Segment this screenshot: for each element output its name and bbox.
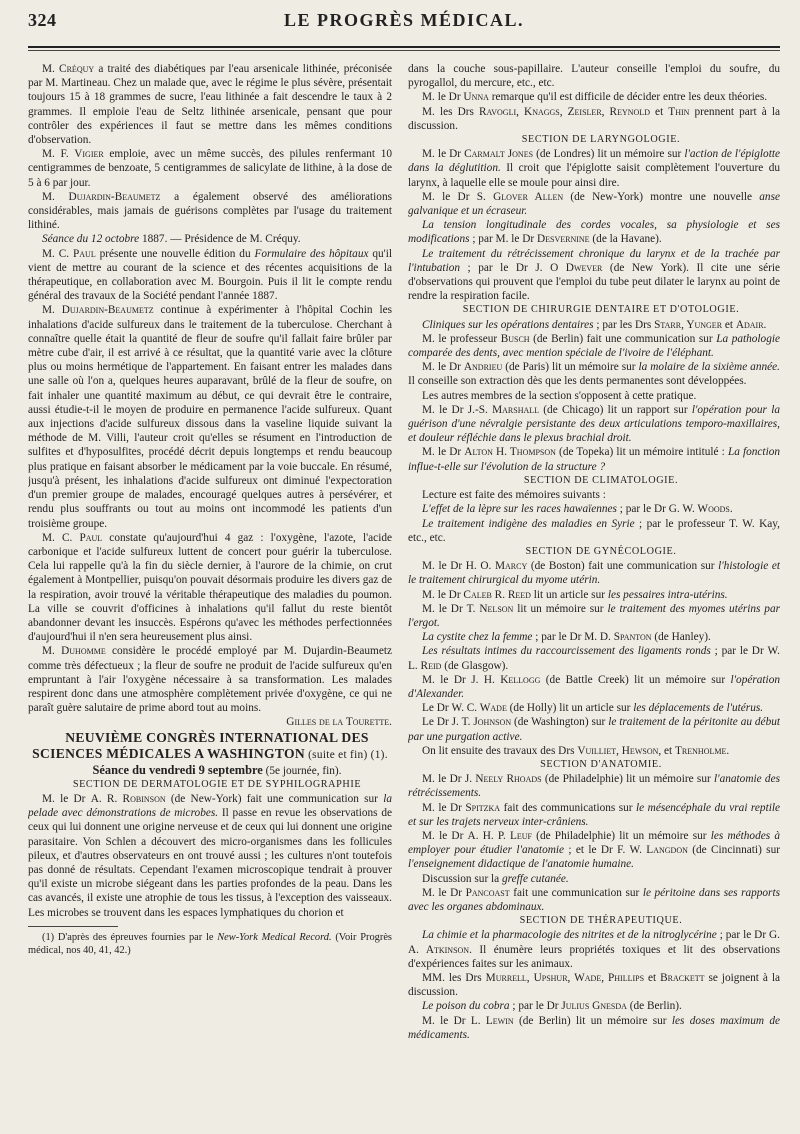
paragraph-text: (de Chicago) lit un rapport sur — [539, 403, 692, 416]
paragraph-text: M. le Dr — [422, 588, 464, 601]
work-title: l'histologie et le traitement chirurgical du myome utérin. — [408, 560, 780, 587]
paragraph — [28, 303, 392, 530]
paragraph-text: On lit ensuite des travaux des Drs — [422, 744, 578, 757]
section-heading: SECTION D'ANATOMIE. — [540, 758, 662, 770]
paragraph-text: ; par le Dr — [616, 503, 669, 516]
author-name: A. R. Robinson — [90, 792, 166, 805]
paragraph — [28, 644, 392, 715]
paragraph — [408, 630, 780, 644]
paragraph-text: a également observé des améliorations considérables, mais jamais de guérisons complètes par l'usage du traitement lithiné. — [28, 190, 392, 232]
paragraph-text: Il croit que l'épiglotte saisit complètement l'ouverture du larynx, à laquelle elle se moule pour ainsi dire. — [408, 162, 780, 189]
paragraph — [408, 90, 780, 104]
work-title: le péritoine dans ses rapports avec les organes abdominaux. — [408, 886, 780, 913]
footnote — [28, 931, 392, 957]
paragraph-text: et — [644, 972, 661, 984]
author-name: Spitzka — [465, 801, 501, 814]
paragraph-text: Le Dr — [422, 716, 452, 729]
author-name: G. A. Atkinson. — [408, 929, 780, 956]
paragraph: Les autres membres de la section s'opposent à cette pratique. — [422, 389, 697, 402]
paragraph-text: (de Berlin). — [626, 1000, 682, 1013]
footnote-text: (1) D'après des épreuves fournies par le — [42, 931, 218, 943]
work-title: Les résultats intimes du raccourcissement des ligaments ronds — [422, 645, 711, 658]
paragraph-text: (de Londres) lit un mémoire sur — [533, 148, 685, 161]
paragraph — [28, 147, 392, 190]
paragraph-text: ; par le Dr — [710, 645, 768, 658]
congress-suffix: (suite et fin) (1). — [304, 748, 388, 761]
congress-title-text: NEUVIÈME CONGRÈS INTERNATIONAL DES SCIENCES MÉDICALES A WASHINGTON — [32, 729, 369, 761]
paragraph — [28, 531, 392, 645]
running-title: LE PROGRÈS MÉDICAL. — [283, 10, 525, 30]
congress-title — [28, 730, 392, 763]
paragraph-text: M. le professeur — [422, 332, 501, 345]
author-name: Alton H. Thompson — [464, 446, 556, 459]
author-name: Trenholme. — [675, 744, 730, 757]
section-heading: SECTION DE LARYNGOLOGIE. — [521, 134, 681, 146]
paragraph-text: M. le Dr — [422, 148, 465, 161]
author-name: M. C. Paul — [42, 531, 103, 544]
author-name: Thin — [668, 105, 690, 118]
paragraph — [408, 701, 780, 715]
paragraph-text: fait une communication sur — [509, 886, 643, 899]
paragraph: Lecture est faite des mémoires suivants : — [422, 489, 606, 502]
section-heading: SECTION DE THÉRAPEUTIQUE. — [519, 915, 683, 927]
paragraph-text: présente une nouvelle édition du — [95, 247, 255, 260]
paragraph-text: (de Paris) lit un mémoire sur — [502, 361, 639, 374]
paragraph-text: lit un article sur — [530, 588, 608, 601]
section-heading: SECTION DE CHIRURGIE DENTAIRE ET D'OTOLOGIE. — [462, 304, 740, 316]
paragraph-text: Il conseille son extraction dès que les dents permanentes sont développées. — [408, 375, 747, 388]
author-name: M. Dujardin-Beaumetz — [42, 190, 161, 203]
work-title: l'anatomie des rétrécissements. — [408, 773, 780, 800]
author-name: Brackett — [660, 972, 705, 984]
paragraph-text: (de New-York) montre une nouvelle — [563, 190, 760, 203]
author-name: Carmalt Jones — [464, 148, 534, 161]
paragraph-text: et — [722, 318, 736, 331]
paragraph-text: ; par le Dr — [532, 631, 585, 644]
work-title: les méthodes à employer pour étudier l'anatomie — [408, 829, 780, 857]
seance-suffix: (5e journée, fin). — [262, 764, 342, 777]
author-name: Andrieu — [463, 361, 503, 374]
paragraph-text: a traité des diabétiques par l'eau arsenicale lithinée, préconisée par M. Martineau. Chez un malade que, avec le régime le plus sévère, présentait toujours 15 à 18 grammes de sucre, l'eau lithinée a fait descendre le taux à 2 grammes. Il emploie l'eau de Seltz lithinée arsenicale, pensant que pour contrôler des expériences il faut se mettre dans les mêmes conditions d'observation. — [28, 63, 392, 147]
work-title: Cliniques sur les opérations dentaires — [422, 318, 594, 331]
paragraph — [408, 517, 780, 545]
author-name: H. O. Marcy — [465, 560, 528, 573]
work-title: le traitement de la péritonite au début par une purgation active. — [408, 716, 780, 743]
paragraph-text: Il énumère leurs propriétés toxiques et lit des observations d'expériences faites sur les animaux. — [408, 943, 780, 970]
paragraph-text: (de Battle Creek) lit un mémoire sur — [540, 673, 731, 686]
paragraph-text: qu'il vient de mettre au courant de la science et des récentes acquisitions de la thérapeutique, en collaboration avec M. Bourgoin. Puis il lit le compte rendu général des travaux de la Société pendant l'année 1887. — [28, 247, 392, 303]
section-heading: SECTION DE CLIMATOLOGIE. — [523, 474, 679, 486]
paragraph-text: constate qu'aujourd'hui 4 gaz : l'oxygène, l'azote, l'acide carbonique et l'acide sulfureux luttent de concert pour guérir la tuberculose. Cela lui rappelle qu'à la fin du siècle dernier, à l'aurore de la chimie, on crut également à Montpellier, puisqu'on pouvait désormais produire les divers gaz de la respiration, avoir trouvé la véritable thérapeutique des maladies du poumon. La ville se couvrit d'officines à inhalations qu'il fallut du reste bientôt abandonner devant les insuccès. Espérons qu'avec les méthodes perfectionnées d'aujourd'hui il n'en sera heureusement plus ainsi. — [28, 531, 392, 644]
paragraph-text: M. le Dr — [422, 190, 477, 203]
author-name: A. H. P. Leuf — [467, 829, 532, 842]
work-title: l'enseignement didactique de l'anatomie humaine. — [408, 858, 635, 871]
paragraph — [408, 332, 780, 360]
paragraph-text: MM. les Drs — [422, 972, 486, 984]
paragraph-text: fait des communications sur — [500, 801, 637, 814]
paragraph — [408, 318, 780, 332]
paragraph-text: et — [649, 105, 669, 118]
work-title: Le traitement du rétrécissement chronique du larynx et de la trachée par l'intubation — [408, 247, 780, 274]
author-name: Ravogli, Knaggs, Zeisler, Reynold — [478, 105, 650, 118]
work-title: l'opération pour la guérison d'une névralgie persistante des deux articulations temporo-maxillaires, et douleur réfléchie dans le plexus brachial droit. — [408, 403, 780, 445]
footnote-text: (Voir Progrès médical, nos 40, 41, 42.) — [28, 931, 392, 956]
paragraph-text: M. le Dr — [422, 361, 464, 374]
author-name: G. W. Woods. — [668, 503, 733, 516]
paragraph — [408, 602, 780, 630]
author-name: Adair. — [735, 318, 767, 331]
paragraph-text: Il passe en revue les observations de ceux qui lui donnent une origine nerveuse et de ceux qui lui donnent une origine parasitaire. Von Schlen a découvert des micro-organismes dans les follicules pileux, et d'autres observateurs en ont trouvé aussi ; les cultures n'ont toutefois pas donné de résultats. Cependant l'examen microscopique tendrait à prouver qu'il existe un microbe siégeant dans les parties profondes de la peau. Dans les cas avancés, il existe une atrophie de tous les tissus, à l'exception des vaisseaux. Les microbes se trouvent dans les espaces lymphatiques du chorion et — [28, 807, 392, 919]
work-title: La chimie et la pharmacologie des nitrites et de la nitroglycérine — [422, 929, 717, 942]
author-name: Unna — [463, 91, 489, 104]
work-title: Le traitement indigène des maladies en Syrie — [422, 517, 635, 530]
author-name: M. D. Spanton — [584, 631, 652, 644]
paragraph — [408, 105, 780, 133]
author-name: Julius Gnesda — [561, 1000, 627, 1013]
paragraph — [408, 715, 780, 743]
paragraph-text: (de Glasgow). — [441, 659, 509, 672]
author-name: Starr, Yunger — [654, 318, 723, 331]
author-name: M. C. Paul — [42, 247, 96, 260]
paragraph-text: ; par le Dr — [509, 1000, 562, 1013]
right-column — [408, 62, 780, 1122]
author-name: M. F. Vigier — [42, 148, 104, 161]
work-title: La pathologie comparée des dents, avec mention spéciale de l'ivoire de l'éléphant. — [408, 332, 780, 360]
author-name: J. T. Johnson — [451, 716, 512, 729]
paragraph — [408, 403, 780, 446]
work-title: anse galvanique et un écraseur. — [408, 190, 780, 218]
paragraph — [28, 247, 392, 304]
work-title: greffe cutanée. — [502, 872, 569, 885]
paragraph-text: ; et le Dr — [564, 844, 618, 857]
paragraph — [408, 360, 780, 388]
paragraph-text: et — [661, 744, 676, 757]
paragraph-text: lit un mémoire sur — [513, 602, 608, 615]
author-name: F. W. Langdon — [617, 844, 688, 857]
author-name: Desvernine — [536, 233, 590, 246]
work-title: les doses maximum de médicaments. — [408, 1014, 780, 1041]
paragraph-text: M. le Dr — [422, 403, 468, 416]
author-name: S. Glover Allen — [476, 190, 564, 203]
paragraph-text: continue à expérimenter à l'hôpital Cochin les inhalations d'acide sulfureux dans le traitement de la tuberculose. Cherchant à connaître quelle était la quantité de fleur de soufre qu'il fallait faire brûler par mètre cube d'air, il est arrivé à ce résultat, que la quantité varie avec la clôture plus ou moins hermétique de l'appartement. En faisant entrer les malades dans une salle où l'on a, quelques heures auparavant, brûlé de la fleur de soufre, on fait inhaler une quantité maximum au début, ce qui devrait être le contraire, aussi étudie-t-il le moyen de produire en permanence l'acide sulfureux. Quant aux injections d'acide sulfureux dissous dans la vaseline liquide suivant la méthode de M. Villi, l'auteur croit qu'elles se résument en l'introduction de sulfites et d'hyposulfites, procédé décrit depuis longtemps et rendu beaucoup plus pratique en faisant absorber le médicament par la voie buccale. En résumé, jusqu'à présent, les inhalations d'acide sulfureux ont diminué l'expectoration d'un premier groupe de malades, encouragé quelques autres à persévérer, et rendu plus souffrants ou tout au moins ont incommodé les patients d'un troisième groupe. — [28, 304, 392, 530]
work-title: La cystite chez la femme — [422, 631, 533, 644]
work-title: le traitement des myomes utérins par l'ergot. — [408, 602, 780, 629]
paragraph — [28, 190, 392, 233]
author-name: Caleb R. Reed — [463, 588, 531, 601]
paragraph-text: ; par M. le Dr — [469, 233, 537, 246]
seance-presidence: 1887. — Présidence de M. Créquy. — [139, 233, 301, 246]
paragraph-text: (de Hanley). — [651, 631, 711, 644]
paragraph — [408, 872, 780, 886]
paragraph — [408, 588, 780, 602]
paragraph-text: prennent part à la discussion. — [408, 105, 780, 132]
paragraph-text: considère le procédé employé par M. Dujardin-Beaumetz comme très défectueux ; la fleur de soufre ne produit de l'acide sulfureux qu'en empruntant à l'air l'oxygène nécessaire à sa transformation. Les malades respirent donc dans une atmosphère complètement privée d'oxygène, ce qui ne paraît guère salutaire de prime abord tout au moins. — [28, 645, 392, 715]
paragraph-text: (de Berlin) lit un mémoire sur — [513, 1014, 672, 1027]
paragraph-text: (de New York). Il cite une série d'observations qui prouvent que l'emploi du tube peut dilater le larynx au point de rendre la respiration facile. — [408, 261, 780, 303]
author-name: M. Dujardin-Beaumetz — [42, 304, 154, 317]
work-title: la molaire de la sixième année. — [638, 361, 780, 374]
author-name: J. H. Kellogg — [471, 673, 541, 686]
paragraph — [28, 62, 392, 147]
work-title: l'opération d'Alexander. — [408, 673, 780, 700]
author-name: W. C. Wade — [451, 702, 507, 715]
work-title: l'action de l'épiglotte dans la déglutition. — [408, 148, 780, 175]
author-name: M. Créquy — [42, 63, 95, 75]
paragraph-text: M. le Dr — [422, 602, 467, 615]
author-name: Pancoast — [465, 886, 510, 899]
author-name: J.-S. Marshall — [467, 403, 540, 416]
paragraph-text: M. le Dr — [422, 886, 466, 899]
author-name: L. Lewin — [470, 1014, 514, 1027]
paragraph — [408, 801, 780, 829]
author-name: Murrell, Upshur, Wade, Phillips — [485, 972, 645, 984]
paragraph-text: ; par le Dr — [716, 929, 770, 942]
paragraph-text: (de Cincinnati) sur — [687, 844, 780, 857]
left-column — [28, 62, 392, 1122]
work-title: les déplacements de l'utérus. — [633, 702, 764, 715]
author-name: T. Nelson — [466, 602, 514, 615]
section-heading: SECTION DE GYNÉCOLOGIE. — [525, 545, 677, 557]
author-name: J. O Dwever — [535, 261, 603, 274]
paragraph — [408, 971, 780, 999]
paragraph-text: (de Holly) lit un article sur — [506, 702, 634, 715]
author-name: W. L. Reid — [408, 645, 780, 672]
paragraph — [408, 744, 780, 758]
footnote-source: New-York Medical Record. — [217, 931, 332, 943]
seance-heading — [28, 232, 392, 246]
work-title: la pelade avec démonstrations de microbes. — [28, 792, 392, 820]
paragraph-text: se joignent à la discussion. — [408, 972, 780, 999]
paragraph — [408, 190, 780, 218]
footnote-rule — [28, 926, 118, 927]
author-name: Busch — [500, 332, 530, 345]
paragraph — [408, 673, 780, 701]
paragraph-text: M. le Dr — [422, 801, 466, 814]
paragraph-text: M. le Dr — [422, 673, 472, 686]
paragraph-text: M. le Dr — [422, 829, 468, 842]
paragraph — [408, 445, 780, 473]
work-title: La fonction influe-t-elle sur l'évolution de la structure ? — [408, 446, 780, 473]
signature: Gilles de la Tourette. — [286, 716, 392, 729]
paragraph — [408, 147, 780, 190]
author-name: M. Duhomme — [42, 645, 106, 658]
work-title: les pessaires intra-utérins. — [607, 588, 728, 601]
work-title: L'effet de la lèpre sur les races hawaïennes — [422, 503, 617, 516]
paragraph-text: M. les Drs — [422, 105, 479, 118]
paragraph-text: (de Washington) sur — [511, 716, 609, 729]
author-name: J. Neely Rhoads — [464, 773, 542, 786]
paragraph-text: (de la Havane). — [589, 233, 662, 246]
paragraph: dans la couche sous-papillaire. L'auteur conseille l'emploi du soufre, du pyrogallol, du mercure, etc., etc. — [408, 63, 780, 90]
page-number: 324 — [28, 10, 57, 30]
paragraph — [408, 829, 780, 872]
header-rule-thin — [28, 50, 780, 51]
paragraph-text: M. le Dr — [422, 446, 465, 459]
paragraph — [28, 792, 392, 920]
paragraph-text: (de New-York) fait une communication sur — [165, 792, 384, 805]
paragraph-text: (de Philadelphie) lit un mémoire sur — [541, 773, 715, 786]
paragraph-text: M. le Dr — [422, 91, 464, 104]
paragraph-text: M. le Dr — [422, 1014, 471, 1027]
paragraph-text: ; par le professeur T. W. Kay, etc., etc. — [408, 517, 780, 544]
work-title: le mésencéphale du vrai reptile et sur les trajets nerveux inter-crâniens. — [408, 801, 780, 828]
paragraph — [408, 886, 780, 914]
page-header — [28, 10, 780, 46]
paragraph-text: M. le Dr — [42, 792, 91, 805]
section-heading: SECTION DE DERMATOLOGIE ET DE SYPHILOGRAPHIE — [72, 778, 362, 790]
paragraph — [408, 772, 780, 800]
work-title: Le poison du cobra — [422, 1000, 510, 1013]
header-rule — [28, 46, 780, 48]
paragraph-text: remarque qu'il est difficile de décider entre les deux théories. — [488, 91, 768, 104]
paragraph-text: ; par les Drs — [593, 318, 655, 331]
paragraph-text: ; par le Dr — [460, 261, 536, 274]
paragraph — [408, 1014, 780, 1042]
paragraph — [408, 247, 780, 304]
paragraph — [408, 999, 780, 1013]
paragraph-text: M. le Dr — [422, 773, 465, 786]
paragraph-text: Le Dr — [422, 702, 452, 715]
seance-date: Séance du 12 octobre — [42, 233, 140, 246]
paragraph — [408, 559, 780, 587]
paragraph-text: (de Topeka) lit un mémoire intitulé : — [555, 446, 728, 459]
paragraph-text: M. le Dr — [422, 560, 466, 573]
author-name: Vuilliet, Hewson, — [577, 744, 662, 757]
seance-title-text: Séance du vendredi 9 septembre — [92, 762, 263, 777]
paragraph — [408, 644, 780, 672]
paragraph-text: (de Berlin) fait une communication sur — [529, 332, 717, 345]
paragraph-text: emploie, avec un même succès, des pilules renfermant 10 centigrammes de benzoate, 5 centigrammes de salicylate de lithine, à la dose de 5 à 6 par jour. — [28, 148, 392, 189]
paragraph-text: (de Boston) fait une communication sur — [527, 560, 719, 573]
work-title: La tension longitudinale des cordes vocales, sa physiologie et ses modifications — [408, 219, 780, 246]
work-title: Formulaire des hôpitaux — [254, 247, 369, 260]
paragraph — [408, 218, 780, 246]
seance-title — [28, 763, 392, 778]
paragraph — [408, 928, 780, 971]
paragraph-text: (de Philadelphie) lit un mémoire sur — [531, 829, 711, 842]
paragraph — [408, 502, 780, 516]
paragraph-text: Discussion sur la — [422, 872, 503, 885]
